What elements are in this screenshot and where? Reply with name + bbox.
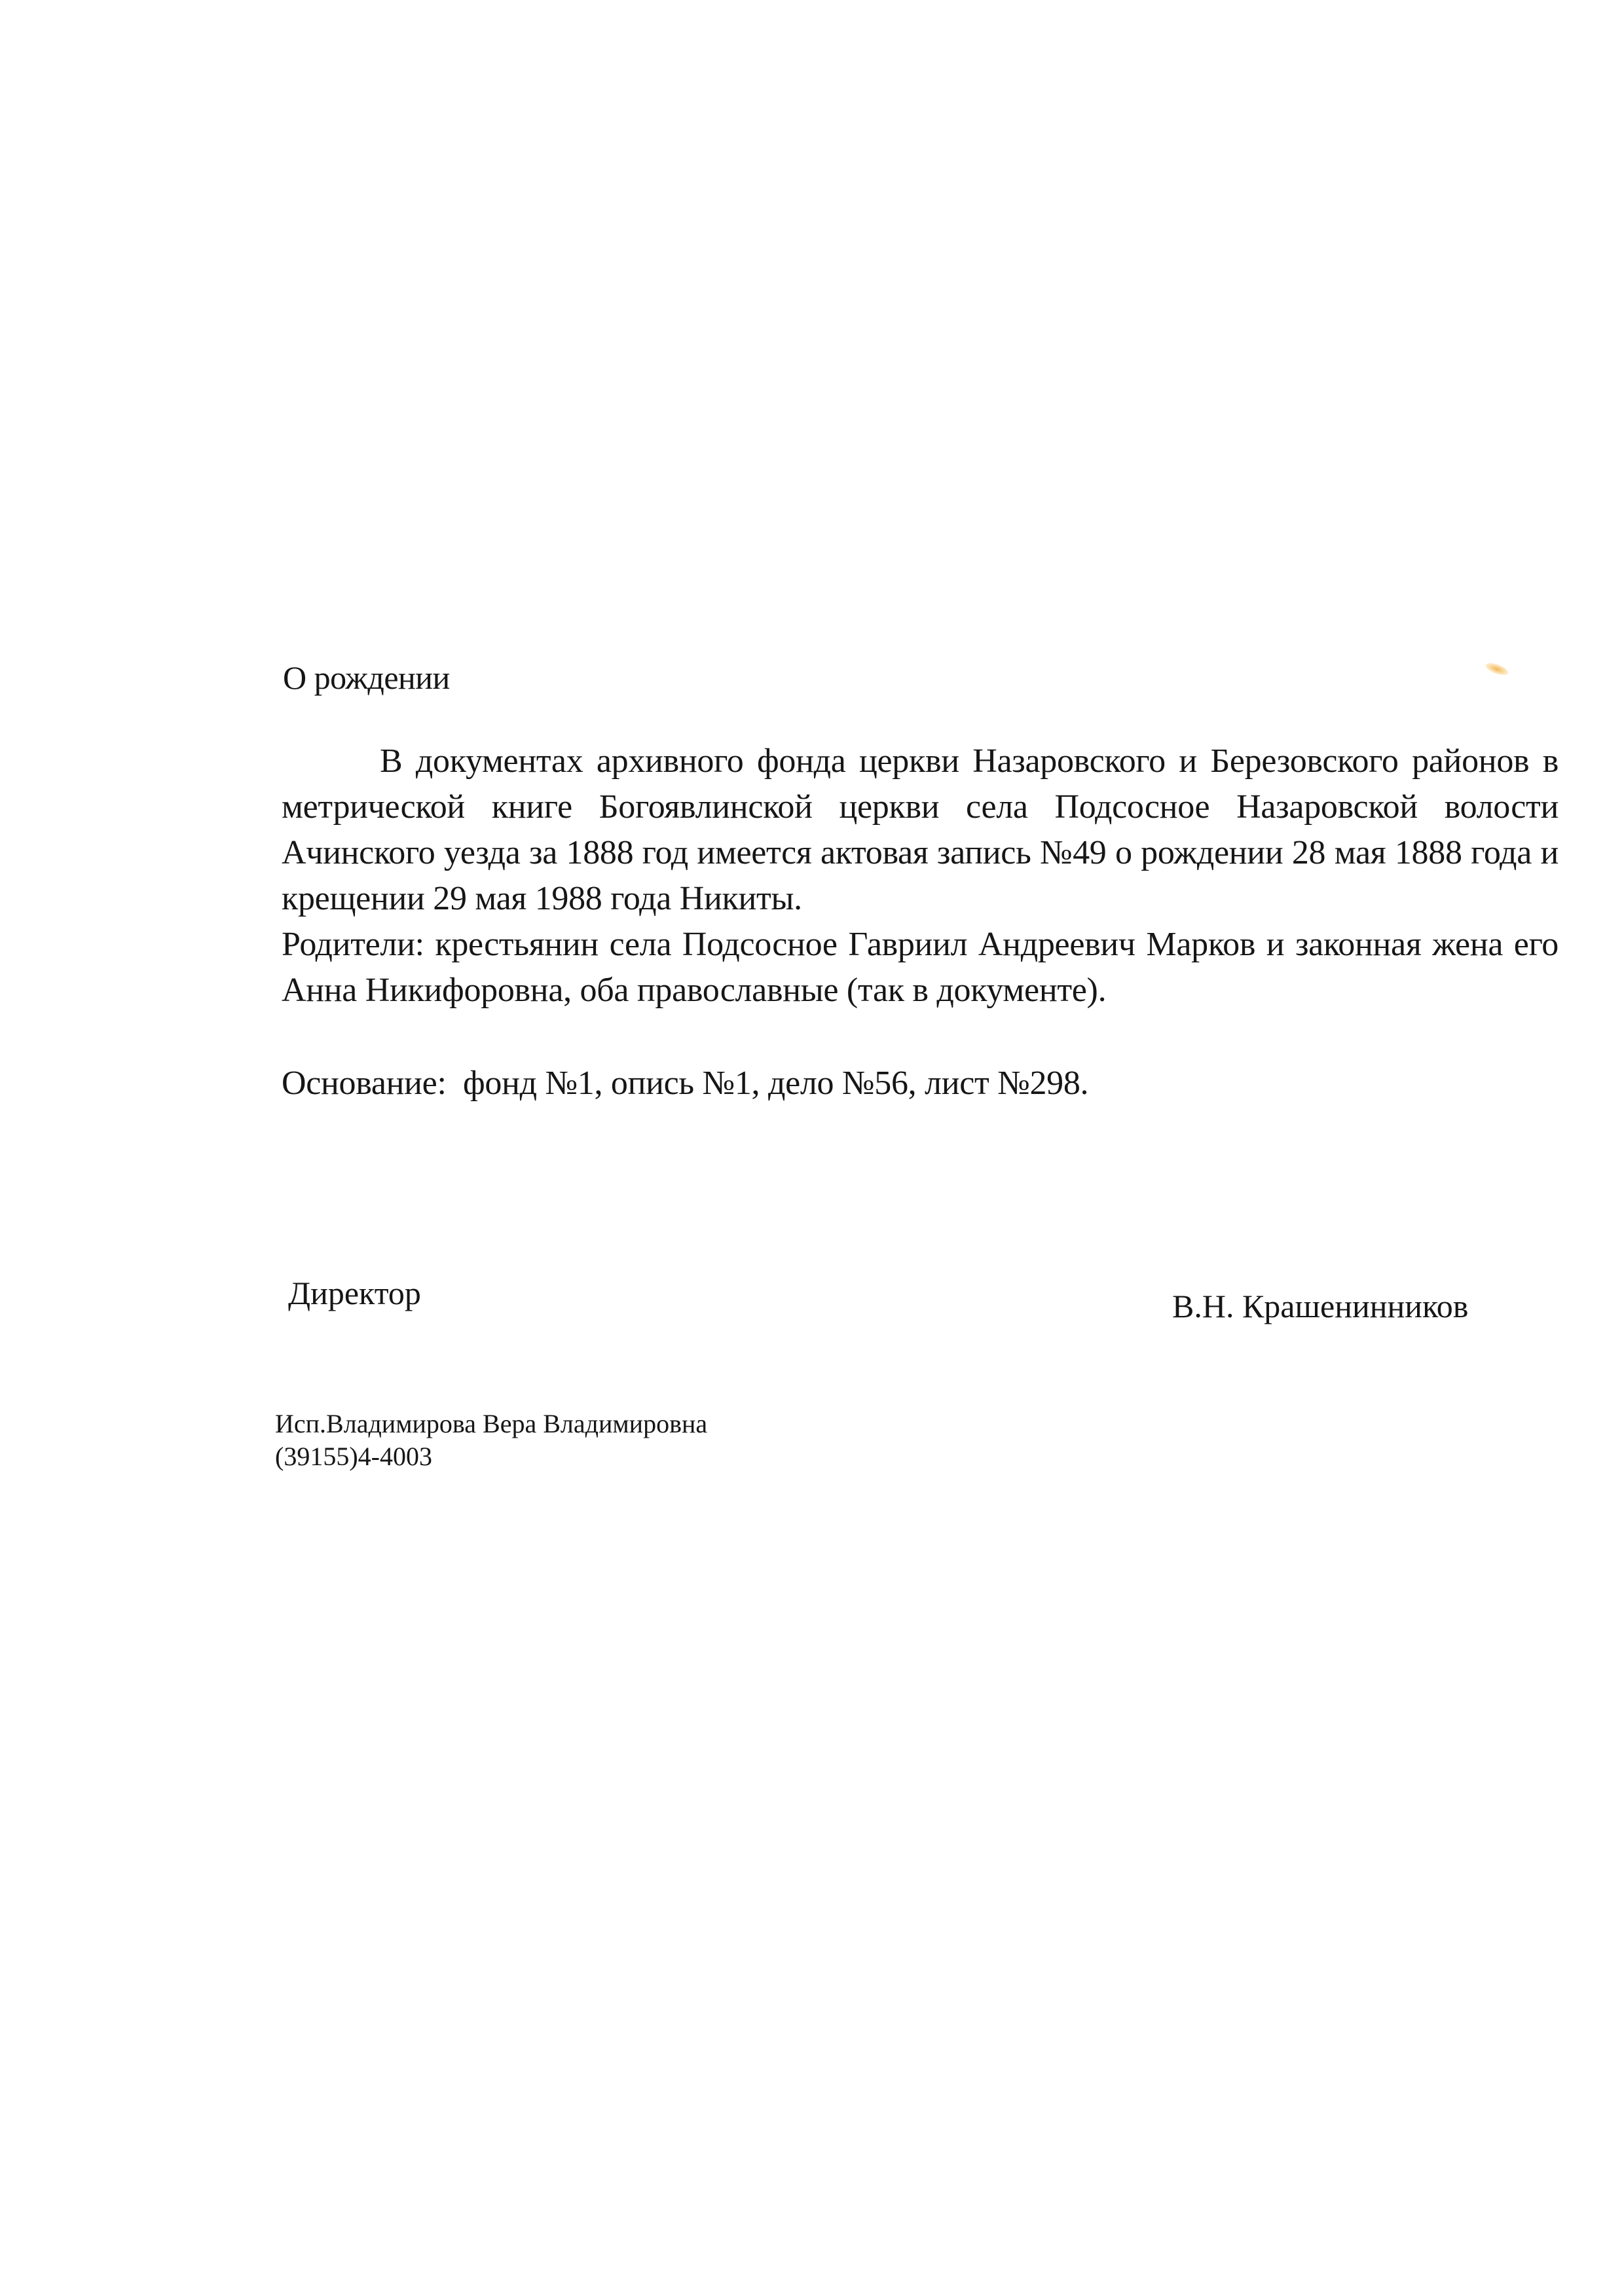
executor-phone: (39155)4-4003: [275, 1442, 432, 1471]
document-subject: О рождении: [283, 659, 450, 696]
executor-block: [275, 1408, 707, 1473]
signatory-position: Директор: [288, 1275, 421, 1311]
document-body: [282, 738, 1559, 1013]
executor-name: Исп.Владимирова Вера Владимировна: [275, 1409, 708, 1438]
body-paragraph-record: В документах архивного фонда церкви Назаровского и Березовского районов в метрической книге Богоявлинской церкви села Подсосное Назаровской волости Ачинского уезда за 1888 год имеется актовая запись №49 о рождении 28 мая 1888 года и крещении 29 мая 1988 года Никиты.: [282, 742, 1559, 917]
signatory-name: В.Н. Крашенинников: [1172, 1288, 1469, 1324]
scan-stain-mark: [1485, 661, 1510, 677]
body-paragraph-parents: Родители: крестьянин села Подсосное Гавриил Андреевич Марков и законная жена его Анна Никифоровна, оба православные (так в документе).: [282, 926, 1559, 1009]
archive-basis-reference: Основание: фонд №1, опись №1, дело №56, лист №298.: [282, 1065, 1089, 1102]
